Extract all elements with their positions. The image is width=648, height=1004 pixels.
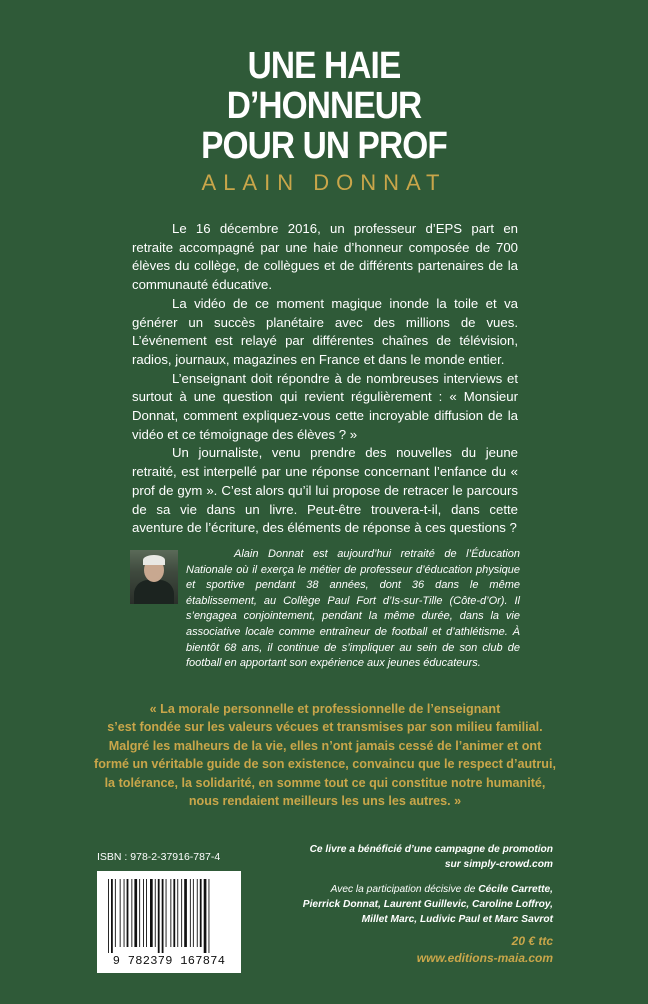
barcode-bar xyxy=(200,879,202,947)
contributors-note xyxy=(253,882,553,927)
barcode-bar xyxy=(155,879,156,947)
book-title-line-1: UNE HAIE xyxy=(247,45,401,87)
quote-line: formé un véritable guide de son existence, convaincu que le respect d’autrui, xyxy=(94,757,556,772)
quote-line: s’est fondée sur les valeurs vécues et transmises par son milieu familial. xyxy=(107,720,543,735)
barcode-bar xyxy=(139,879,140,947)
summary-paragraph: La vidéo de ce moment magique inonde la toile et va générer un succès planétaire avec des millions de vues. L’événement est relayé par différentes chaînes de télévision, radios, journaux, magazines en France et dans le monde entier. xyxy=(132,295,518,367)
barcode-number: 9 782379 167874 xyxy=(112,954,226,968)
author-biography: Alain Donnat est aujourd’hui retraité de l’Éducation Nationale où il exerça le métier de professeur d’éducation physique et sportive pendant 38 années, dont 36 dans le même établissement, au Collège Paul Fort d’Is-sur-Tille (Côte-d’Or). Il s’engagea conjointement, pendant la même durée, dans la vie associative locale comme entraîneur de football et d’athlétisme. À bientôt 68 ans, il continue de s’impliquer au sein de son club de football en apportant son expérience aux jeunes éducateurs. xyxy=(186,548,520,670)
quote-line: « La morale personnelle et professionnelle de l’enseignant xyxy=(149,702,501,716)
barcode-bar xyxy=(162,879,164,953)
barcode-bar xyxy=(173,879,175,947)
barcode-bars xyxy=(107,879,231,953)
author-photo-hair xyxy=(143,555,165,565)
pull-quote xyxy=(90,700,560,810)
barcode-bar xyxy=(115,879,116,947)
book-title-line-3: POUR UN PROF xyxy=(201,125,447,167)
quote-line: la tolérance, la solidarité, en somme tout ce qui constitue notre humanité, xyxy=(104,775,546,790)
contributors-line: Millet Marc, Ludivic Paul et Marc Savrot xyxy=(361,914,553,925)
author-photo xyxy=(130,550,178,604)
barcode-bar xyxy=(124,879,125,947)
summary-paragraph: L’enseignant doit répondre à de nombreuses interviews et surtout à une question qui revient régulièrement : « Monsieur Donnat, comment expliquez-vous cette incroyable diffusion de la vidéo et ce témoignage des élèves ? » xyxy=(132,370,518,442)
contributors-name: Cécile Carrette, xyxy=(478,884,553,895)
barcode-bar xyxy=(197,879,198,947)
author-name: ALAIN DONNAT xyxy=(201,170,447,195)
barcode-bar xyxy=(158,879,160,953)
summary-paragraph: Un journaliste, venu prendre des nouvelles du jeune retraité, est interpellé par une réponse concernant l’enfance du « prof de gym ». C’est alors qu’il lui propose de retracer le parcours de sa vie dans un livre. Peut-être trouvera-t-il, dans cette aventure de l’écriture, des éléments de réponse à ces questions ? xyxy=(132,445,518,536)
barcode-bar xyxy=(108,879,109,953)
barcode-bar xyxy=(170,879,171,947)
barcode-bar xyxy=(193,879,194,947)
price: 20 € ttc xyxy=(511,934,553,948)
barcode xyxy=(97,871,241,973)
barcode-bar xyxy=(204,879,207,953)
summary-paragraph: Le 16 décembre 2016, un professeur d’EPS part en retraite accompagné par une haie d’honneur composée de 700 élèves du collège, de collègues et de différents partenaires de la communauté éducative. xyxy=(132,221,518,293)
barcode-bar xyxy=(131,879,132,947)
barcode-bar xyxy=(146,879,147,947)
publisher-website: www.editions-maia.com xyxy=(416,951,553,965)
barcode-bar xyxy=(184,879,187,947)
barcode-bar xyxy=(166,879,167,947)
barcode-bar xyxy=(181,879,182,947)
barcode-bar xyxy=(150,879,153,947)
barcode-bar xyxy=(177,879,178,947)
quote-line: Malgré les malheurs de la vie, elles n’ont jamais cessé de l’animer et ont xyxy=(108,738,542,753)
promo-line: Ce livre a bénéficié d’une campagne de promotion xyxy=(309,844,553,855)
barcode-bar xyxy=(111,879,113,953)
quote-line: nous rendaient meilleurs les uns les autres. » xyxy=(188,794,462,809)
barcode-bar xyxy=(143,879,144,947)
isbn-label: ISBN : 978-2-37916-787-4 xyxy=(97,851,221,863)
contributors-lead: Avec la participation décisive de xyxy=(330,884,476,895)
barcode-bar xyxy=(134,879,137,947)
barcode-bar xyxy=(127,879,129,947)
author-photo-body xyxy=(134,580,174,604)
contributors-line: Pierrick Donnat, Laurent Guillevic, Caroline Loffroy, xyxy=(302,899,553,910)
book-title-line-2: D’HONNEUR xyxy=(226,85,422,127)
promo-note xyxy=(253,842,553,872)
barcode-bar xyxy=(209,879,210,953)
book-summary xyxy=(132,220,518,538)
barcode-bar xyxy=(120,879,121,947)
promo-line: sur simply-crowd.com xyxy=(444,859,553,870)
barcode-bar xyxy=(190,879,191,947)
